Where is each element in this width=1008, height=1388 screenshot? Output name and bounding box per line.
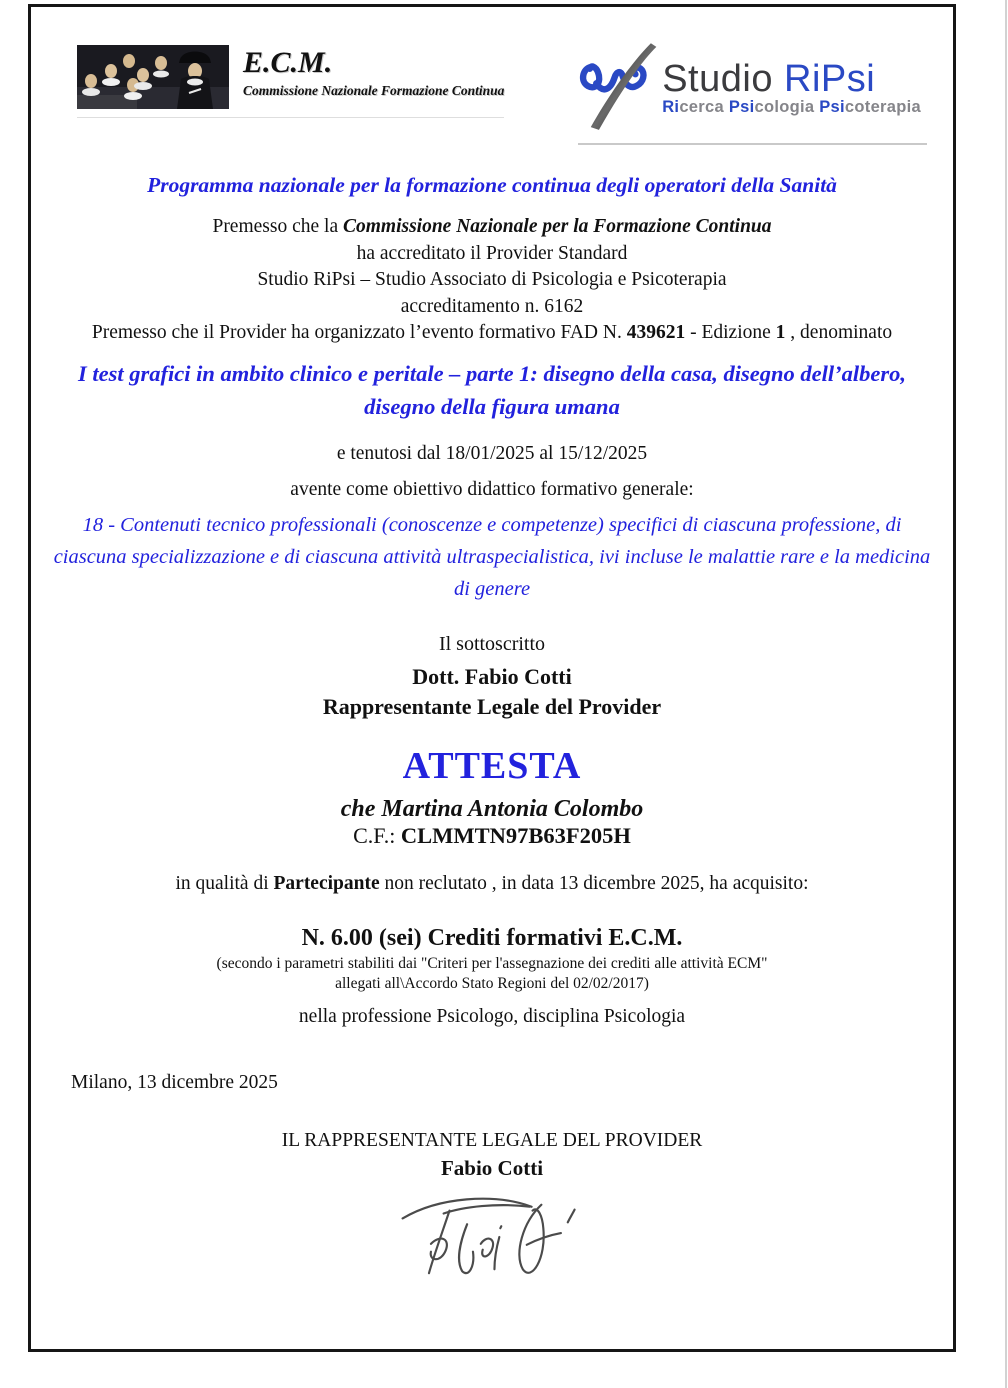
studio-logo-name <box>662 58 921 100</box>
sub-cologia: cologia <box>754 98 820 116</box>
accreditation-number-line: accreditamento n. 6162 <box>400 295 584 317</box>
ecm-title: E.C.M. <box>243 46 333 79</box>
program-title: Programma nazionale per la formazione continua degli operatori della Sanità <box>147 173 837 197</box>
premessa-prefix: Premesso che la <box>212 216 343 237</box>
credits-notes <box>47 954 937 994</box>
participation-line <box>47 873 937 895</box>
credits-note-1: (secondo i parametri stabiliti dai "Criteri per l'assegnazione dei crediti alle attività ECM" <box>216 954 768 972</box>
objective-label: avente come obiettivo didattico formativo generale: <box>290 478 694 500</box>
dates-line: e tenutosi dal 18/01/2025 al 15/12/2025 <box>336 442 648 464</box>
signature-area <box>47 1183 937 1291</box>
premessa-block <box>47 214 937 347</box>
sub-psi1: Psi <box>728 98 755 116</box>
course-title: I test grafici in ambito clinico e peritale – parte 1: disegno della casa, disegno dell’albero, disegno della figura umana <box>77 360 907 419</box>
signer-name: Dott. Fabio Cotti <box>412 663 572 689</box>
anatomy-lesson-painting-icon <box>77 45 229 109</box>
credits-note-2: allegati all\Accordo Stato Regioni del 02/02/2017) <box>335 974 649 992</box>
studio-name-blue: RiPsi <box>784 58 876 100</box>
fad-line <box>47 320 937 347</box>
fad-suffix: , denominato <box>785 322 893 343</box>
header <box>47 41 937 145</box>
studio-name-dark: Studio <box>662 58 785 100</box>
sub-cerca: cerca <box>679 98 729 116</box>
quality-prefix: in qualità di <box>175 872 274 894</box>
profession-line: nella professione Psicologo, disciplina Psicologia <box>298 1005 686 1027</box>
premessa-line <box>47 214 937 241</box>
signature-scribble-icon <box>385 1183 600 1291</box>
studio-ripsi-logo <box>578 45 927 145</box>
place-date: Milano, 13 dicembre 2025 <box>71 1071 278 1093</box>
footer-role-line: IL RAPPRESENTANTE LEGALE DEL PROVIDER <box>281 1129 703 1151</box>
ecm-subtitle: Commissione Nazionale Formazione Continua <box>243 83 505 98</box>
fiscal-code-line <box>47 823 937 849</box>
premessa-bold: Commissione Nazionale per la Formazione Continua <box>342 216 772 237</box>
provider-line: Studio RiPsi – Studio Associato di Psicologia e Psicoterapia <box>257 269 727 290</box>
footer-name-line: Fabio Cotti <box>440 1155 544 1180</box>
fad-prefix: Premesso che il Provider ha organizzato l’evento formativo FAD N. <box>91 322 627 343</box>
studio-logo-text <box>662 45 921 117</box>
certificate-sheet <box>28 4 956 1352</box>
sub-coterapia: coterapia <box>844 98 921 116</box>
quality-suffix: non reclutato , in data 13 dicembre 2025, ha acquisito: <box>379 872 809 894</box>
studio-logo-subtitle <box>662 98 921 117</box>
signer-role: Rappresentante Legale del Provider <box>322 693 662 719</box>
cf-value: CLMMTN97B63F205H <box>400 822 631 848</box>
fad-number: 439621 <box>626 322 686 343</box>
fad-edition: 1 <box>775 322 786 343</box>
psi-brush-icon <box>578 41 660 133</box>
accreditation-line: ha accreditato il Provider Standard <box>356 242 628 264</box>
cf-label: C.F.: <box>353 822 401 848</box>
ecm-logo <box>77 45 504 118</box>
attesta-heading: ATTESTA <box>402 744 582 787</box>
credits-line: N. 6.00 (sei) Crediti formativi E.C.M. <box>301 924 683 951</box>
ecm-logo-text <box>243 45 504 99</box>
sub-ri: Ri <box>662 98 680 116</box>
sub-psi2: Psi <box>819 98 845 116</box>
participant-name-line: che Martina Antonia Colombo <box>340 795 644 822</box>
fad-mid: - Edizione <box>685 322 776 343</box>
sottoscritto-line: Il sottoscritto <box>438 632 546 655</box>
quality-bold: Partecipante <box>273 872 380 894</box>
objective-text: 18 - Contenuti tecnico professionali (conoscenze e competenze) specifici di ciascuna professione, di ciascuna specializzazione e di ciascuna attività ultraspecialistica, ivi incluse le malattie rare e la medicina di genere <box>53 513 931 600</box>
